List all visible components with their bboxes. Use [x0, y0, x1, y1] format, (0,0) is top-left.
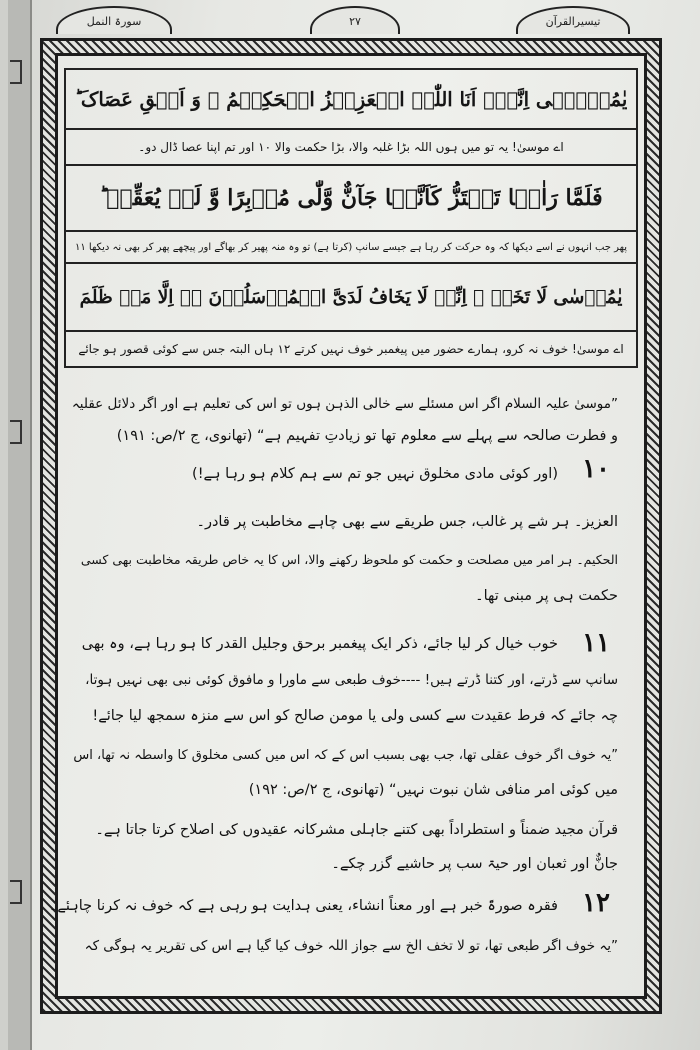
header-tab-book: [516, 6, 630, 34]
commentary-text: الحکیم۔ ہر امر میں مصلحت و حکمت کو ملحوظ رکھنے والا، اس کا یہ خاص طریقہ مخاطبت بھی کسی: [80, 552, 618, 567]
note-number-11: ۱۱: [582, 628, 610, 658]
commentary-text: فقرہ صورۃً خبر ہے اور معناً انشاء، یعنی ہدایت ہو رہی ہے کہ خوف نہ کرنا چاہئے۔: [48, 898, 558, 914]
note-number-10: ۱۰: [582, 454, 610, 484]
commentary-text: العزیز۔ ہر شے پر غالب، جس طریقے سے بھی چاہے مخاطبت پر قادر۔: [196, 514, 618, 530]
commentary-text: حکمت ہی پر مبنی تھا۔: [475, 588, 618, 604]
commentary-text: قرآن مجید ضمناً و استطراداً بھی کتنے جاہلی مشرکانہ عقیدوں کی اصلاح کرتا جاتا ہے۔: [95, 822, 618, 838]
verse-translation-1: اے موسیٰ! یہ تو میں ہوں اللہ بڑا غلبہ والا، بڑا حکمت والا ۱۰ اور تم اپنا عصا ڈال دو۔: [64, 128, 638, 166]
ornamental-border: [40, 38, 662, 1014]
border-fragment: [10, 60, 22, 84]
page-number: ۲۷: [349, 14, 361, 28]
commentary-text: جانٌّ اور ثعبان اور حیۃ سب پر حاشیے گزر چکے۔: [331, 856, 618, 872]
note-number-12: ۱۲: [582, 888, 610, 918]
border-fragment: [10, 420, 22, 444]
verse-arabic-3: یٰمُوۡسٰی لَا تَخَفۡ ۟ اِنِّیۡ لَا یَخَافُ لَدَیَّ الۡمُرۡسَلُوۡنَ ۟ۖ اِلَّا مَنۡ ظَلَمَ: [64, 262, 638, 332]
commentary-quote: و فطرت صالحہ سے پہلے سے معلوم تھا تو زیادتِ تفہیم ہے“ (تھانوی، ج ۲/ص: ۱۹۱): [116, 428, 618, 444]
verse-translation-2: پھر جب انہوں نے اسے دیکھا کہ وہ حرکت کر رہا ہے جیسے سانپ (کرتا ہے) تو وہ منہ پھیر کر بھاگے اور پیچھے پھر کر بھی نہ دیکھا ۱۱: [64, 230, 638, 264]
verse-arabic-2: فَلَمَّا رَاٰہَا تَہۡتَزُّ کَاَنَّہَا جَآنٌّ وَّلّٰی مُدۡبِرًا وَّ لَمۡ یُعَقِّبۡ ؕ: [64, 164, 638, 232]
commentary-quote: میں کوئی امر منافی شان نبوت نہیں“ (تھانوی، ج ۲/ص: ۱۹۲): [248, 782, 618, 798]
commentary-text: (اور کوئی مادی مخلوق نہیں جو تم سے ہم کلام ہو رہا ہے!): [192, 466, 558, 482]
header-tab-page: [310, 6, 400, 34]
commentary-text: خوب خیال کر لیا جائے، ذکر ایک پیغمبر برحق وجلیل القدر کا ہو رہا ہے، وہ بھی: [81, 636, 558, 652]
verse-arabic-1: یٰمُوۡسٰۤی اِنَّہٗۤ اَنَا اللّٰہُ الۡعَزِیۡزُ الۡحَکِیۡمُ ۙ وَ اَلۡقِ عَصَاکَ ؕ: [64, 68, 638, 130]
header-tab-surah: [56, 6, 172, 34]
commentary-text: چہ جائے کہ فرط عقیدت سے کسی ولی یا مومن صالح کو اس سے منزہ سمجھ لیا جائے!: [92, 708, 618, 724]
book-title: تیسیرالقرآن: [545, 14, 601, 28]
commentary-quote: ”موسیٰ علیہ السلام اگر اس مسئلے سے خالی الذہن ہوں تو اس کی تعلیم ہے اور اگر دلائل عقلیہ: [71, 396, 618, 412]
commentary-quote: ”یہ خوف اگر خوف عقلی تھا، جب بھی بسبب اس کے کہ اس میں کسی مخلوق کا واسطہ نہ تھا، اس: [73, 748, 618, 763]
surah-name: سورۃ النمل: [86, 14, 142, 28]
border-fragment: [10, 880, 22, 904]
verse-translation-3: اے موسیٰ! خوف نہ کرو، ہمارے حضور میں پیغمبر خوف نہیں کرتے ۱۲ ہاں البتہ جس سے کوئی قصور ہو جائے: [64, 330, 638, 368]
adjacent-page-edge: [8, 0, 32, 1050]
commentary-quote: ”یہ خوف اگر طبعی تھا، تو لا تخف الخ سے جواز اللہ خوف کیا گیا ہے اس کی تقریر یہ ہوگی کہ: [84, 938, 618, 954]
page-content: [48, 53, 647, 999]
commentary-text: سانپ سے ڈرتے، اور کتنا ڈرتے ہیں! ----خوف طبعی سے ماورا و مافوق کوئی نبی بھی نہیں ہوتا،: [85, 672, 618, 688]
book-page: [8, 0, 700, 1050]
